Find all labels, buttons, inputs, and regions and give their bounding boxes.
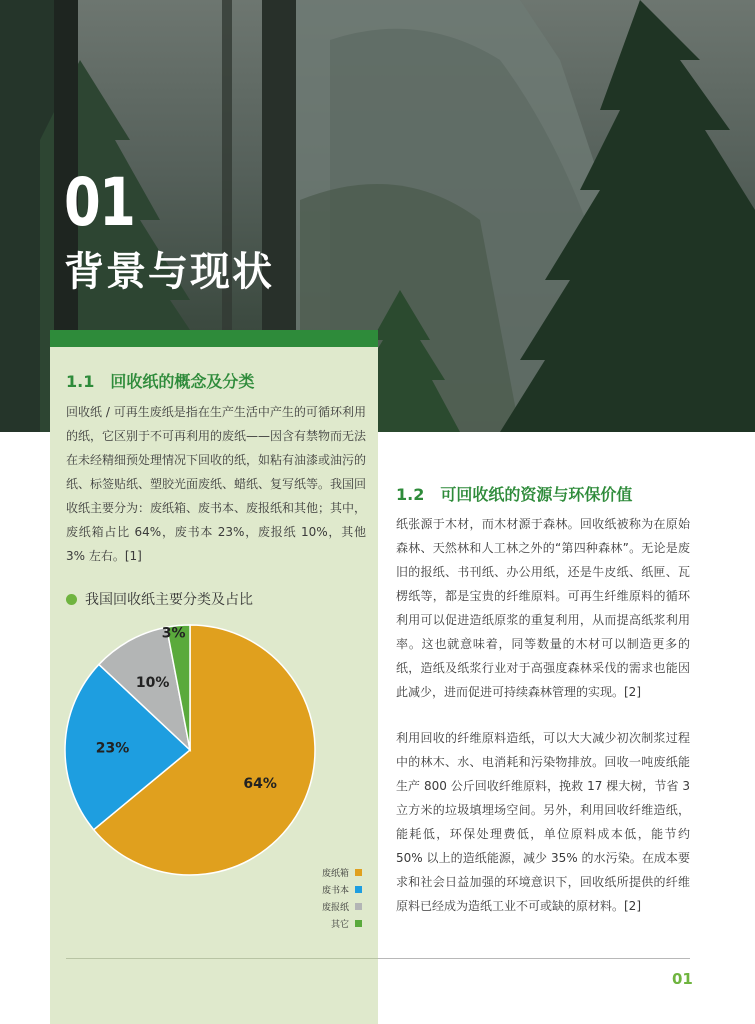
- legend-swatch: [355, 869, 362, 876]
- footer-divider: [378, 958, 690, 959]
- pie-label-3: 3%: [161, 625, 186, 642]
- chapter-number: 01: [64, 164, 135, 241]
- pie-label-0: 64%: [243, 775, 277, 792]
- section-2-paragraph-2: 利用回收的纤维原料造纸，可以大大减少初次制浆过程中的林木、水、电消耗和污染物排放。回收一吨废纸能生产 800 公斤回收纤维原料，挽救 17 棵大树，节省 3 立方米的垃圾填埋场空间。另外，利用回收纤维造纸，能耗低，环保处理费低，单位原料成本低，能节约 50% 以上的造纸能源，减少 35% 的水污染。在成本要求和社会日益加强的环境意识下，回收纸所提供的纤维原料已经成为造纸工业不可或缺的原材料。[2]: [396, 731, 690, 913]
- legend-label: 废纸箱: [321, 869, 349, 879]
- chart-legend: [300, 864, 362, 932]
- page-number: 01: [672, 970, 693, 988]
- section-2-title: 1.2 可回收纸的资源与环保价值: [396, 485, 633, 504]
- pie-label-1: 23%: [95, 740, 130, 757]
- footer-divider-left: [66, 958, 378, 959]
- legend-label: 其它: [330, 920, 349, 930]
- legend-item: [300, 864, 362, 881]
- legend-label: 废报纸: [321, 903, 349, 913]
- section-1-paragraph: 回收纸 / 可再生废纸是指在生产生活中产生的可循环利用的纸，它区别于不可再利用的废纸——因含有禁物而无法在未经精细预处理情况下回收的纸，如粘有油漆或油污的纸、标签贴纸、塑胶光面废纸、蜡纸、复写纸等。我国回收纸主要分为：废纸箱、废书本、废报纸和其他；其中，废纸箱占比 64%，废书本 23%，废报纸 10%，其他 3% 左右。[1]: [66, 405, 367, 563]
- legend-item: [300, 898, 362, 915]
- legend-item: [300, 915, 362, 932]
- section-1-title: 1.1 回收纸的概念及分类: [66, 372, 255, 391]
- legend-swatch: [355, 920, 362, 927]
- legend-label: 废书本: [321, 886, 349, 896]
- chapter-title: 背景与现状: [64, 249, 274, 295]
- legend-swatch: [355, 903, 362, 910]
- chart-heading-text: 我国回收纸主要分类及占比: [85, 592, 253, 608]
- pie-label-2: 10%: [135, 675, 170, 692]
- legend-item: [300, 881, 362, 898]
- legend-swatch: [355, 886, 362, 893]
- section-2-paragraph-1: 纸张源于木材，而木材源于森林。回收纸被称为在原始森林、天然林和人工林之外的“第四种森林”。无论是废旧的报纸、书刊纸、办公用纸，还是牛皮纸、纸匣、瓦楞纸等，都是宝贵的纤维原料。可再生纤维原料的循环利用可以促进造纸原浆的重复利用，从而提高纸浆利用率。这也就意味着，同等数量的木材可以制造更多的纸，造纸及纸浆行业对于高强度森林采伐的需求也能因此减少，进而促进可持续森林管理的实现。[2]: [396, 517, 690, 699]
